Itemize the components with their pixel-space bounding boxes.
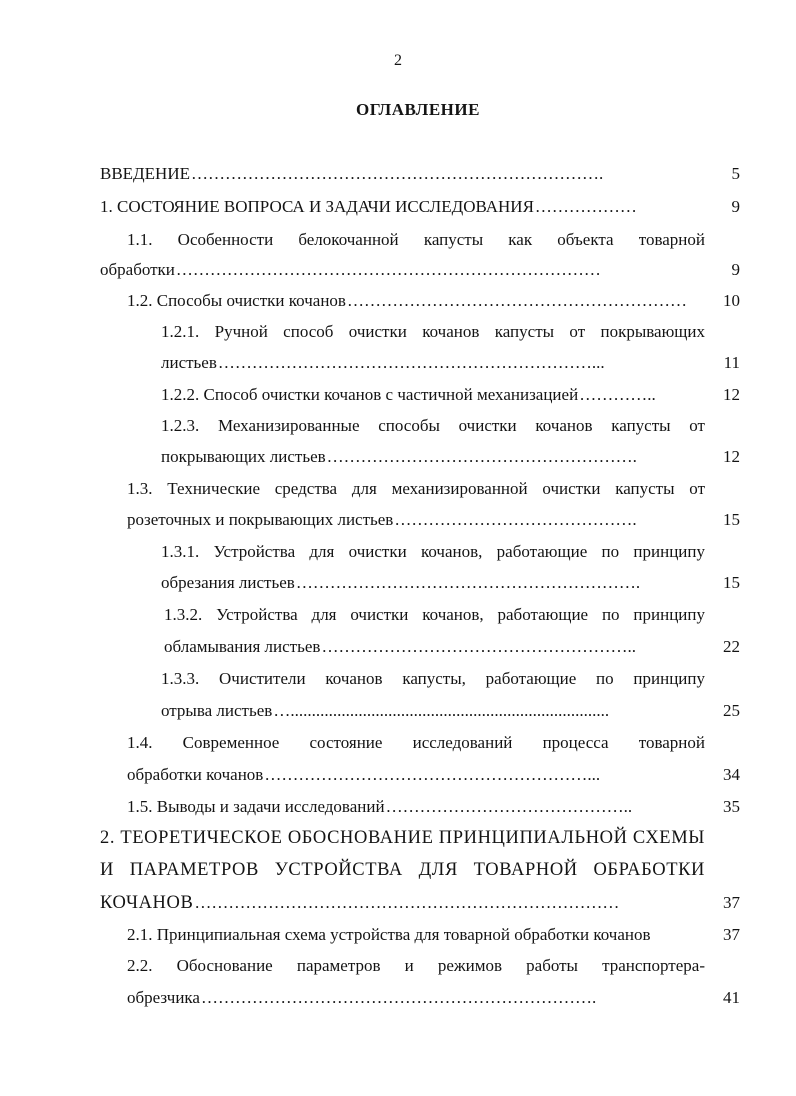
toc-entry-chapter-2-line2[interactable]: И ПАРАМЕТРОВ УСТРОЙСТВА ДЛЯ ТОВАРНОЙ ОБРАБОТКИ	[100, 860, 705, 880]
leader-dots: …………………………………………………………………	[175, 260, 601, 279]
toc-page-number: 9	[731, 197, 740, 216]
toc-entry-1-3-line1[interactable]: 1.3. Технические средства для механизированной очистки капусты от	[127, 479, 705, 498]
toc-entry-1-2-3-line1[interactable]: 1.2.3. Механизированные способы очистки кочанов капусты от	[161, 416, 705, 435]
leader-dots: …………..	[579, 385, 656, 404]
leader-dots: …………………………………………………...	[264, 765, 601, 784]
toc-entry-text: листьев	[161, 353, 217, 372]
leader-dots: …………………………………………………….	[295, 573, 641, 592]
toc-entry-1-4-line1[interactable]: 1.4. Современное состояние исследований процесса товарной	[127, 733, 705, 752]
leader-dots: …………………………………………………………………	[194, 893, 620, 912]
toc-entry-1-2-2[interactable]	[161, 383, 701, 407]
toc-entry-1-1-line1[interactable]: 1.1. Особенности белокочанной капусты как объекта товарной	[127, 230, 705, 249]
leader-dots: …………………………………………………………...	[217, 353, 605, 372]
leader-dots: ………………………………………………..	[321, 637, 636, 656]
toc-page-number: 37	[723, 925, 740, 944]
toc-entry-1-2-1-line1[interactable]: 1.2.1. Ручной способ очистки кочанов капусты от покрывающих	[161, 322, 705, 341]
toc-entry-text: 1.2.2. Способ очистки кочанов с частичной механизацией	[161, 385, 579, 404]
toc-entry-text: обламывания листьев	[164, 637, 321, 656]
toc-page-number: 22	[723, 637, 740, 656]
toc-page-number: 15	[723, 510, 740, 529]
toc-entry-text: 1. СОСТОЯНИЕ ВОПРОСА И ЗАДАЧИ ИССЛЕДОВАНИЯ	[100, 197, 534, 216]
toc-page-number: 35	[723, 797, 740, 816]
toc-entry-1-1-line2[interactable]	[100, 258, 700, 282]
toc-entry-1-3-3-line1[interactable]: 1.3.3. Очистители кочанов капусты, работающие по принципу	[161, 669, 705, 688]
toc-entry-text: покрывающих листьев	[161, 447, 326, 466]
leader-dots: …...........................................................................	[273, 701, 610, 720]
toc-entry-chapter-2-line1[interactable]: 2. ТЕОРЕТИЧЕСКОЕ ОБОСНОВАНИЕ ПРИНЦИПИАЛЬНОЙ СХЕМЫ	[100, 828, 705, 848]
toc-entry-text: 1.2. Способы очистки кочанов	[127, 291, 346, 310]
toc-title: ОГЛАВЛЕНИЕ	[356, 100, 480, 119]
toc-page-number: 12	[723, 385, 740, 404]
page-number: 2	[394, 52, 402, 69]
toc-entry-chapter-1[interactable]	[100, 195, 696, 219]
toc-page-number: 5	[731, 164, 740, 183]
toc-entry-1-3-line2[interactable]	[127, 508, 700, 532]
toc-entry-text: КОЧАНОВ	[100, 893, 194, 913]
leader-dots: ……………………………………..	[385, 797, 633, 816]
toc-entry-text: розеточных и покрывающих листьев	[127, 510, 394, 529]
toc-entry-text: отрыва листьев	[161, 701, 273, 720]
leader-dots: ………………	[534, 197, 637, 216]
leader-dots: …………………………………….	[394, 510, 637, 529]
toc-page-number: 34	[723, 765, 740, 784]
toc-page-number: 10	[723, 291, 740, 310]
leader-dots: ……………………………………………………………….	[190, 164, 604, 183]
toc-entry-2-1[interactable]: 2.1. Принципиальная схема устройства для товарной обработки кочанов	[127, 925, 651, 944]
leader-dots: …………………………………………………………….	[200, 988, 597, 1007]
toc-entry-2-2-line1[interactable]: 2.2. Обоснование параметров и режимов работы транспортера-	[127, 956, 705, 975]
toc-entry-text: 1.5. Выводы и задачи исследований	[127, 797, 385, 816]
toc-page-number: 37	[723, 893, 740, 912]
toc-entry-1-2-1-line2[interactable]	[161, 351, 701, 375]
toc-entry-1-3-2-line2[interactable]	[164, 635, 700, 659]
toc-page-number: 15	[723, 573, 740, 592]
toc-entry-1-3-3-line2[interactable]	[161, 699, 701, 723]
toc-entry-1-2[interactable]	[127, 289, 700, 313]
toc-entry-chapter-2-line3[interactable]	[100, 891, 700, 915]
toc-entry-1-2-3-line2[interactable]	[161, 445, 697, 469]
toc-entry-introduction[interactable]	[100, 162, 692, 186]
toc-entry-text: обрезчика	[127, 988, 200, 1007]
toc-entry-text: обрезания листьев	[161, 573, 295, 592]
toc-entry-1-3-2-line1[interactable]: 1.3.2. Устройства для очистки кочанов, работающие по принципу	[164, 605, 705, 624]
toc-page-number: 9	[731, 260, 740, 279]
toc-entry-1-3-1-line1[interactable]: 1.3.1. Устройства для очистки кочанов, работающие по принципу	[161, 542, 705, 561]
leader-dots: ……………………………………………………	[346, 291, 687, 310]
toc-entry-text: ВВЕДЕНИЕ	[100, 164, 190, 183]
toc-entry-text: обработки кочанов	[127, 765, 264, 784]
toc-entry-1-5[interactable]	[127, 795, 700, 819]
toc-entry-text: обработки	[100, 260, 175, 279]
toc-entry-2-2-line2[interactable]	[127, 986, 700, 1010]
toc-entry-1-4-line2[interactable]	[127, 763, 701, 787]
toc-page-number: 11	[723, 353, 740, 372]
leader-dots: ……………………………………………….	[326, 447, 637, 466]
toc-page-number: 12	[723, 447, 740, 466]
toc-entry-1-3-1-line2[interactable]	[161, 571, 699, 595]
toc-page-number: 25	[723, 701, 740, 720]
toc-page-number: 41	[723, 988, 740, 1007]
